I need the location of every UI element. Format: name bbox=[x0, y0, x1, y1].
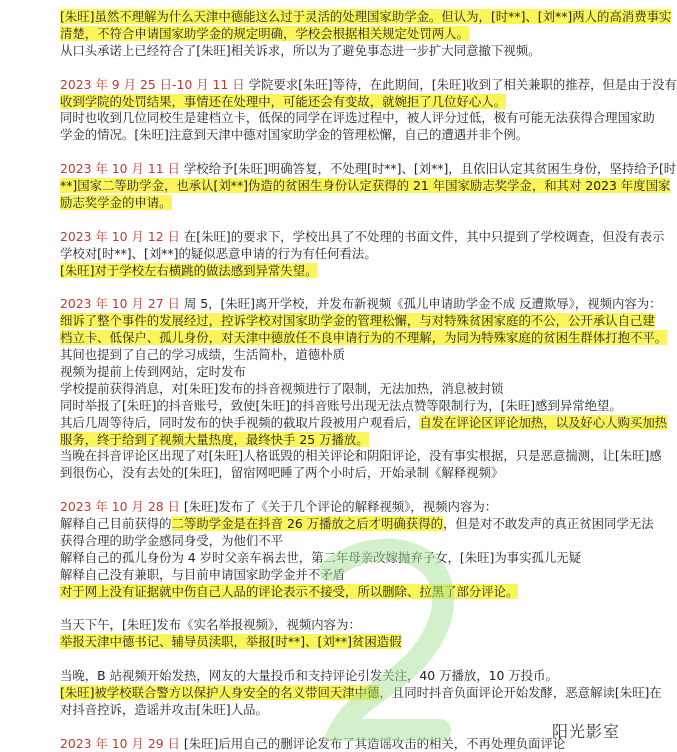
document-line: 其后几周等待后，同时发布的快手视频的截取片段被用户观看后，自发在评论区评论加热，以及好心人购买加热 bbox=[60, 414, 668, 430]
document-line: 对抖音控诉，造谣并攻击[朱旺]人品。 bbox=[60, 701, 268, 717]
document-line: [朱旺]被学校联合警方以保护人身安全的名义带回天津中德，且同时抖音负面评论开始发酵，恶意解读[朱旺]在 bbox=[60, 685, 662, 700]
document-line: 对于网上没有证据就中伤自己人品的评论表示不接受，所以删除、拉黑了部分评论。 bbox=[60, 583, 519, 599]
document-line: 2023 年 9 月 25 日-10 月 11 日 学院要求[朱旺]等待，在此期间，[朱旺]收到了相关兼职的推荐，但是由于没有 bbox=[60, 76, 677, 92]
document-line: 当晚在抖音评论区出现了对[朱旺]人格诋毁的相关评论和阴阳评论，没有事实根据，只是恶意揣测，让[朱旺]感 bbox=[60, 448, 662, 464]
document-line: 励志奖学金的申请。 bbox=[60, 194, 172, 210]
document-line: 解释自己没有兼职，与目前申请国家助学金并不矛盾 bbox=[60, 566, 345, 582]
document-line: 清楚，不符合申请国家助学金的规定明确，学校会根据相关规定处罚两人。 bbox=[60, 25, 469, 41]
document-line bbox=[60, 60, 628, 76]
document-line: 2023 年 10 月 11 日 学校给予[朱旺]明确答复，不处理[时**]、[刘**]，且依旧认定其贫困生身份，坚持给予[时 bbox=[60, 161, 677, 177]
document-line: 获得合理的助学金感同身受，为他们不平 bbox=[60, 532, 284, 548]
document-line bbox=[60, 719, 628, 735]
document-line: 解释自己目前获得的二等助学金是在抖音 26 万播放之后才明确获得的，但是对不敢发声的真正贫困同学无法 bbox=[60, 516, 654, 531]
watermark-logo-text: 阳光影室 bbox=[551, 722, 620, 741]
document-line: 到很伤心，没有去处的[朱旺]，留宿网吧睡了两个小时后，开始录制《解释视频》 bbox=[60, 465, 504, 481]
document-line: 学校对[时**]、[刘**]的疑似恶意申请的行为有任何看法。 bbox=[60, 245, 377, 261]
document-line: **]国家二等助学金，也承认[刘**]伪造的贫困生身份认定获得的 21 年国家励志奖学金，和其对 2023 年度国家 bbox=[60, 178, 671, 193]
document-line: 其间也提到了自己的学习成绩，生活简朴，道德朴质 bbox=[60, 347, 345, 362]
document-line: 解释自己的孤儿身份为 4 岁时父亲车祸去世，第二年母亲改嫁抛弃子女，[朱旺]为事实孤儿无疑 bbox=[60, 549, 582, 565]
document-line bbox=[60, 212, 628, 228]
document-line: 视频为提前上传到网站，定时发布 bbox=[60, 363, 246, 379]
document-line bbox=[60, 601, 628, 617]
document-line: 学校提前获得消息，对[朱旺]发布的抖音视频进行了限制，无法加热，消息被封锁 bbox=[60, 380, 504, 396]
document-line: 收到学院的处罚结果，事情还在处理中，可能还会有变故，就婉拒了几位好心人。 bbox=[60, 93, 507, 109]
document-line bbox=[60, 651, 628, 667]
document-line: 细诉了整个事件的发展经过，控诉学校对国家助学金的管理松懈，与对特殊贫困家庭的不公，公开承认自己建 bbox=[60, 313, 655, 329]
document-line: 2023 年 10 月 28 日 [朱旺]发布了《关于几个评论的解释视频》，视频内容为： bbox=[60, 499, 498, 515]
document-line: 2023 年 10 月 12 日 在[朱旺]的要求下，学校出具了不处理的书面文件，其中只提到了学校调查，但没有表示 bbox=[60, 228, 665, 244]
document-line bbox=[60, 279, 628, 295]
document-line: 当晚，B 站视频开始发热，网友的大量投币和支持评论引发关注，40 万播放，10 万投币。 bbox=[60, 668, 558, 684]
document-line: 从口头承诺上已经符合了[朱旺]相关诉求，所以为了避免事态进一步扩大同意撤下视频。 bbox=[60, 42, 541, 58]
document-line bbox=[60, 144, 628, 160]
document-line: [朱旺]对于学校左右横跳的做法感到异常失望。 bbox=[60, 262, 318, 278]
document-line: [朱旺]虽然不理解为什么天津中德能这么过于灵活的处理国家助学金。但认为，[时**]、[刘**]两人的高消费事实 bbox=[60, 9, 672, 24]
document-line: 档立卡、低保户、孤儿身份，对天津中德放任不良申请行为的不理解，为同为特殊家庭的贫困生群体打抱不平。 bbox=[60, 330, 668, 346]
document-line: 2023 年 10 月 29 日 [朱旺]后用自己的删评论发布了其造谣攻击的相关，不再处理负面评论 bbox=[60, 735, 566, 751]
document-line: 同时也收到几位同校生是建档立卡，低保的同学在评选过程中，被人评分过低，极有可能无法获得合理国家助 bbox=[60, 110, 655, 126]
document-line bbox=[60, 482, 628, 498]
document-line: 服务，终于给到了视频大量热度，最终快手 25 万播放。 bbox=[60, 431, 369, 447]
document-line: 2023 年 10 月 27 日 周 5，[朱旺]离开学校，并发布新视频《孤儿申请助学金不成 反遭欺辱》，视频内容为： bbox=[60, 296, 662, 312]
document-line: 同时举报了[朱旺]的抖音账号，致使[朱旺]的抖音账号出现无法点赞等限制行为，[朱旺]感到异常绝望。 bbox=[60, 397, 622, 413]
document-line: 学金的情况。[朱旺]注意到天津中德对国家助学金的管理松懈，自己的遭遇并非个例。 bbox=[60, 127, 529, 143]
document-line: 当天下午，[朱旺]发布《实名举报视频》，视频内容为： bbox=[60, 617, 361, 633]
document-line: 举报天津中德书记、辅导员渎职，举报[时**]、[刘**]贫困造假 bbox=[60, 634, 402, 650]
